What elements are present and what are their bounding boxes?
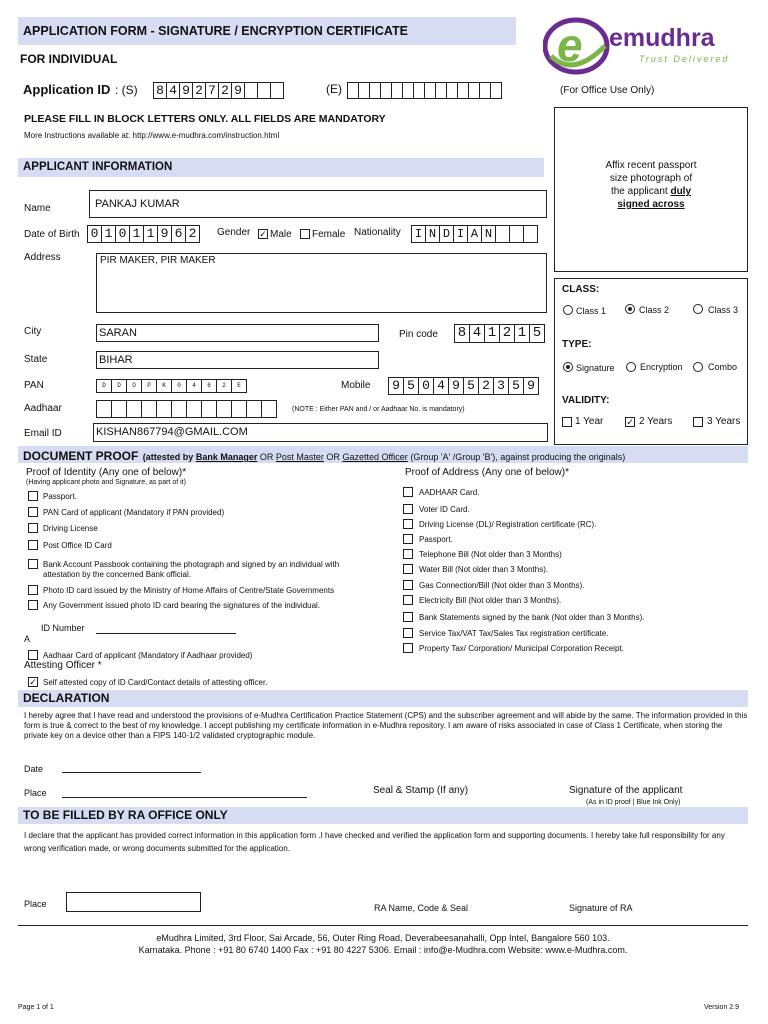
logo-name: emudhra bbox=[609, 24, 715, 52]
declaration-place-line[interactable] bbox=[62, 797, 307, 798]
cell[interactable]: 4 bbox=[433, 377, 449, 395]
type-heading: TYPE: bbox=[562, 339, 592, 350]
cell[interactable]: 9 bbox=[448, 377, 464, 395]
class3-radio[interactable] bbox=[693, 304, 703, 314]
cell[interactable] bbox=[156, 400, 172, 418]
cell[interactable]: 1 bbox=[484, 324, 500, 343]
encryption-radio[interactable] bbox=[626, 362, 636, 372]
signature-label: Signature bbox=[576, 363, 615, 373]
nationality-cells[interactable] bbox=[411, 225, 538, 243]
cell[interactable]: I bbox=[411, 225, 426, 243]
cell[interactable] bbox=[495, 225, 510, 243]
application-id-s-cells[interactable] bbox=[153, 82, 284, 99]
logo-tagline: Trust Delivered bbox=[639, 54, 730, 64]
poa-item-label: AADHAAR Card. bbox=[419, 488, 480, 497]
validity-heading: VALIDITY: bbox=[562, 395, 610, 406]
poi-item-label: Driving License bbox=[43, 524, 98, 533]
cell[interactable] bbox=[201, 400, 217, 418]
poa-checkbox[interactable] bbox=[403, 628, 413, 638]
cell[interactable]: 2 bbox=[218, 82, 232, 99]
cell[interactable] bbox=[246, 400, 262, 418]
dob-label: Date of Birth bbox=[24, 229, 80, 240]
ra-signature-label: Signature of RA bbox=[569, 903, 633, 913]
class2-radio[interactable] bbox=[625, 304, 635, 314]
declaration-text: I hereby agree that I have read and understood the provisions of e-Mudhra Certification Practice Statement (CPS) and the subscriber agreement and will abide by the same. The information provided in this form is true & correct to the best of my knowledge. I accept publishing my certificate information in e-Mudhra repository. I am aware of risks associated in case of Class 1 Certificate, when storing the private key on a device other than a FIPS 140-1/2 validated cryptographic module. bbox=[24, 711, 748, 740]
photo-instruction-1: Affix recent passport bbox=[605, 160, 697, 171]
poa-item-label: Water Bill (Not older than 3 Months). bbox=[419, 565, 549, 574]
female-checkbox[interactable] bbox=[300, 229, 310, 239]
poa-item-label: Electricity Bill (Not older than 3 Months). bbox=[419, 596, 562, 605]
poi-item-label: Bank Account Passbook containing the photograph and signed by an individual with bbox=[43, 560, 340, 569]
signature-radio[interactable] bbox=[563, 362, 573, 372]
poa-item-label: Driving License (DL)/ Registration certificate (RC). bbox=[419, 520, 597, 529]
id-number-label: ID Number bbox=[41, 623, 85, 633]
poa-item-label: Bank Statements signed by the bank (Not older than 3 Months). bbox=[419, 613, 645, 622]
male-checkbox[interactable]: ✓ bbox=[259, 229, 267, 239]
aadhaar-cells[interactable] bbox=[96, 400, 277, 418]
cell[interactable]: N bbox=[425, 225, 440, 243]
aadhaar-label: Aadhaar bbox=[24, 403, 62, 414]
state-field[interactable]: BIHAR bbox=[96, 351, 379, 369]
poi-item-label: Any Government issued photo ID card bearing the signatures of the individual. bbox=[43, 601, 321, 610]
ra-office-heading: TO BE FILLED BY RA OFFICE ONLY bbox=[18, 807, 748, 824]
cell[interactable]: 9 bbox=[388, 377, 404, 395]
cell[interactable]: 4 bbox=[166, 82, 180, 99]
poa-item-label: Property Tax/ Corporation/ Municipal Corporation Receipt. bbox=[419, 644, 624, 653]
cell[interactable] bbox=[244, 82, 258, 99]
cell[interactable]: 1 bbox=[143, 225, 158, 243]
class1-radio[interactable] bbox=[563, 305, 573, 315]
footer-divider bbox=[18, 925, 748, 926]
name-label: Name bbox=[24, 203, 51, 214]
city-label: City bbox=[24, 326, 42, 337]
poa-item-label: Gas Connection/Bill (Not older than 3 Months). bbox=[419, 581, 585, 590]
applicant-info-heading: APPLICANT INFORMATION bbox=[18, 158, 544, 177]
seal-stamp-label: Seal & Stamp (If any) bbox=[373, 785, 469, 796]
cell[interactable]: O bbox=[126, 379, 142, 393]
cell[interactable] bbox=[231, 400, 247, 418]
email-label: Email ID bbox=[24, 428, 62, 439]
document-proof-heading bbox=[18, 446, 748, 463]
validity-2years-checkbox[interactable]: ✓ bbox=[626, 417, 634, 427]
poa-checkbox[interactable] bbox=[403, 504, 413, 514]
aadhaar-card-label: Aadhaar Card of applicant (Mandatory if Aadhaar provided) bbox=[43, 651, 253, 660]
aadhaar-card-checkbox[interactable] bbox=[28, 650, 38, 660]
class1-label: Class 1 bbox=[576, 306, 607, 316]
version-label: Version 2.9 bbox=[704, 1004, 740, 1011]
cell[interactable]: D bbox=[439, 225, 454, 243]
poa-item-label: Voter ID Card. bbox=[419, 505, 470, 514]
cell[interactable] bbox=[270, 82, 284, 99]
ra-name-code-seal-label: RA Name, Code & Seal bbox=[374, 903, 469, 913]
photo-instruction-2: size photograph of bbox=[609, 173, 693, 184]
application-id-s-label: : (S) bbox=[115, 83, 138, 97]
cell[interactable]: 7 bbox=[205, 82, 219, 99]
name-field[interactable]: PANKAJ KUMAR bbox=[89, 190, 547, 218]
cell[interactable]: 2 bbox=[499, 324, 515, 343]
photo-instruction-4: signed across bbox=[617, 199, 685, 210]
poi-checkbox[interactable] bbox=[28, 523, 38, 533]
address-field[interactable]: PIR MAKER, PIR MAKER bbox=[96, 253, 547, 313]
male-label: Male bbox=[270, 229, 292, 240]
address-label: Address bbox=[24, 252, 61, 263]
cell[interactable]: 5 bbox=[463, 377, 479, 395]
cell[interactable]: 8 bbox=[153, 82, 167, 99]
poi-item-label: PAN Card of applicant (Mandatory if PAN provided) bbox=[43, 508, 225, 517]
id-a-label: A bbox=[24, 634, 31, 644]
poa-item-label: Service Tax/VAT Tax/Sales Tax registration certificate. bbox=[419, 629, 609, 638]
attested-post: (Group 'A' /Group 'B'), against producing the originals) bbox=[410, 452, 626, 462]
class3-label: Class 3 bbox=[708, 305, 739, 315]
cell[interactable] bbox=[111, 400, 127, 418]
attested-post-master: Post Master bbox=[275, 452, 324, 462]
declaration-place-label: Place bbox=[24, 788, 47, 798]
poi-item-label: Post Office ID Card bbox=[43, 541, 112, 550]
cell[interactable] bbox=[261, 400, 277, 418]
mobile-cells[interactable] bbox=[388, 377, 539, 395]
mobile-label: Mobile bbox=[341, 380, 371, 391]
cell[interactable] bbox=[257, 82, 271, 99]
cell[interactable]: 2 bbox=[192, 82, 206, 99]
cell[interactable] bbox=[141, 400, 157, 418]
emudhra-logo bbox=[543, 16, 758, 76]
aadhaar-note: (NOTE : Either PAN and / or Aadhaar No. is mandatory) bbox=[292, 406, 465, 413]
cell[interactable]: 2 bbox=[185, 225, 200, 243]
poa-checkbox[interactable] bbox=[403, 612, 413, 622]
poi-checkbox[interactable] bbox=[28, 540, 38, 550]
poa-item-label: Passport. bbox=[419, 535, 453, 544]
cell[interactable]: E bbox=[231, 379, 247, 393]
email-field[interactable]: KISHAN867794@GMAIL.COM bbox=[93, 423, 548, 442]
poi-checkbox[interactable] bbox=[28, 600, 38, 610]
cell[interactable]: 9 bbox=[179, 82, 193, 99]
poa-checkbox[interactable] bbox=[403, 534, 413, 544]
poa-heading: Proof of Address (Any one of below)* bbox=[405, 467, 569, 478]
self-attested-label: Self attested copy of ID Card/Contact details of attesting officer. bbox=[43, 678, 268, 687]
form-title: APPLICATION FORM - SIGNATURE / ENCRYPTION CERTIFICATE bbox=[18, 17, 516, 45]
cell[interactable]: 0 bbox=[115, 225, 130, 243]
cell[interactable] bbox=[126, 400, 142, 418]
photo-instruction-duly: duly bbox=[670, 186, 692, 197]
poa-checkbox[interactable] bbox=[403, 564, 413, 574]
gender-label: Gender bbox=[217, 227, 251, 238]
cell[interactable]: 5 bbox=[529, 324, 545, 343]
nationality-label: Nationality bbox=[354, 227, 401, 238]
form-subtitle: FOR INDIVIDUAL bbox=[20, 52, 118, 66]
office-use-note: (For Office Use Only) bbox=[560, 85, 655, 96]
validity-3years-label: 3 Years bbox=[707, 416, 741, 427]
cell[interactable]: 0 bbox=[171, 379, 187, 393]
cell[interactable]: 6 bbox=[201, 379, 217, 393]
cell[interactable]: 5 bbox=[403, 377, 419, 395]
cell[interactable] bbox=[216, 400, 232, 418]
combo-radio[interactable] bbox=[693, 362, 703, 372]
validity-1year-label: 1 Year bbox=[575, 416, 604, 427]
footer-address-1: eMudhra Limited, 3rd Floor, Sai Arcade, 56, Outer Ring Road, Deverabeesanahalli, Opp Intel, Bangalore 560 103. bbox=[156, 933, 610, 943]
cell[interactable]: 6 bbox=[171, 225, 186, 243]
attested-or-1: OR bbox=[259, 452, 274, 462]
city-field[interactable]: SARAN bbox=[96, 324, 379, 342]
cell[interactable]: A bbox=[467, 225, 482, 243]
dob-cells[interactable] bbox=[87, 225, 200, 243]
poi-checkbox[interactable] bbox=[28, 559, 38, 569]
ra-place-label: Place bbox=[24, 899, 47, 909]
id-number-line[interactable] bbox=[96, 633, 236, 634]
attested-gazetted: Gazetted Officer bbox=[342, 452, 408, 462]
cell[interactable]: 0 bbox=[87, 225, 102, 243]
class-heading: CLASS: bbox=[562, 284, 600, 295]
female-label: Female bbox=[312, 229, 346, 240]
document-proof-title: DOCUMENT PROOF bbox=[23, 449, 139, 463]
cell[interactable]: D bbox=[96, 379, 112, 393]
cell[interactable]: 9 bbox=[523, 377, 539, 395]
page-number: Page 1 of 1 bbox=[18, 1004, 54, 1011]
cell[interactable]: 1 bbox=[514, 324, 530, 343]
cell[interactable]: 8 bbox=[454, 324, 470, 343]
validity-3years-checkbox[interactable] bbox=[693, 417, 703, 427]
application-id-label: Application ID bbox=[23, 82, 111, 97]
attested-or-2: OR bbox=[326, 452, 340, 462]
poi-subheading: (Having applicant photo and Signature, as part of it) bbox=[26, 479, 186, 486]
instructions-link[interactable]: More Instructions available at: http://www.e-mudhra.com/instruction.html bbox=[24, 131, 280, 140]
document-proof-attested bbox=[143, 452, 626, 462]
cell[interactable]: I bbox=[453, 225, 468, 243]
application-id-e-cells[interactable] bbox=[347, 82, 502, 99]
pan-cells[interactable] bbox=[96, 379, 247, 393]
ra-place-field[interactable] bbox=[66, 892, 201, 912]
logo-letter: e bbox=[557, 19, 583, 71]
declaration-heading: DECLARATION bbox=[18, 690, 748, 707]
pan-label: PAN bbox=[24, 380, 44, 391]
attesting-officer-label: Attesting Officer * bbox=[24, 660, 102, 671]
cell[interactable]: 4 bbox=[469, 324, 485, 343]
cell[interactable] bbox=[171, 400, 187, 418]
cell[interactable]: 2 bbox=[216, 379, 232, 393]
applicant-signature-note: (As in ID proof | Blue Ink Only) bbox=[586, 799, 681, 806]
ra-declaration-text: I declare that the applicant has provided correct information in this application form .I have checked and verified the application form and supporting documents. I hereby take full responsibility for any wrong verification made, or wrong documents submitted for the application. bbox=[24, 831, 725, 853]
cell[interactable]: K bbox=[156, 379, 172, 393]
poa-checkbox[interactable] bbox=[403, 519, 413, 529]
poi-item-label: Passport. bbox=[43, 492, 77, 501]
poi-item-label: Photo ID card issued by the Ministry of Home Affairs of Centre/State Governments bbox=[43, 586, 335, 595]
validity-1year-checkbox[interactable] bbox=[562, 417, 572, 427]
poi-checkbox[interactable] bbox=[28, 491, 38, 501]
cell[interactable]: 5 bbox=[508, 377, 524, 395]
cell[interactable] bbox=[509, 225, 524, 243]
pin-cells[interactable] bbox=[454, 324, 545, 343]
state-label: State bbox=[24, 354, 48, 365]
poa-checkbox[interactable] bbox=[403, 580, 413, 590]
class2-label: Class 2 bbox=[639, 305, 670, 315]
cell[interactable]: 9 bbox=[157, 225, 172, 243]
photo-instruction-3a: the applicant bbox=[610, 186, 668, 197]
cell[interactable]: 2 bbox=[478, 377, 494, 395]
poa-checkbox[interactable] bbox=[403, 643, 413, 653]
cell[interactable]: 9 bbox=[231, 82, 245, 99]
poa-checkbox[interactable] bbox=[403, 595, 413, 605]
photo-instruction-3 bbox=[554, 186, 748, 197]
cell[interactable] bbox=[96, 400, 112, 418]
cell[interactable]: 1 bbox=[101, 225, 116, 243]
poi-checkbox[interactable] bbox=[28, 585, 38, 595]
cell[interactable]: N bbox=[481, 225, 496, 243]
cell[interactable] bbox=[186, 400, 202, 418]
encryption-label: Encryption bbox=[640, 362, 683, 372]
poa-checkbox[interactable] bbox=[403, 549, 413, 559]
date-label: Date bbox=[24, 764, 44, 774]
applicant-signature-label: Signature of the applicant bbox=[569, 785, 683, 796]
cell[interactable]: 0 bbox=[418, 377, 434, 395]
attested-bank-manager: Bank Manager bbox=[195, 452, 258, 462]
attested-pre: (attested by bbox=[142, 452, 194, 462]
cell[interactable] bbox=[523, 225, 538, 243]
cell[interactable]: P bbox=[141, 379, 157, 393]
application-id-e-label: (E) bbox=[326, 82, 342, 96]
pin-label: Pin code bbox=[399, 329, 438, 340]
combo-label: Combo bbox=[708, 362, 738, 372]
cell[interactable]: 4 bbox=[186, 379, 202, 393]
date-line[interactable] bbox=[62, 772, 201, 773]
cell[interactable]: D bbox=[111, 379, 127, 393]
footer-address-2: Karnataka. Phone : +91 80 6740 1400 Fax : +91 80 4227 5306. Email : info@e-Mudhra.com Website: www.e-Mudhra.com. bbox=[138, 945, 628, 955]
poi-heading: Proof of Identity (Any one of below)* bbox=[26, 467, 187, 478]
self-attested-checkbox[interactable]: ✓ bbox=[29, 677, 37, 687]
block-letters-notice: PLEASE FILL IN BLOCK LETTERS ONLY. ALL FIELDS ARE MANDATORY bbox=[24, 113, 386, 125]
cell[interactable]: 3 bbox=[493, 377, 509, 395]
poa-item-label: Telephone Bill (Not older than 3 Months) bbox=[419, 550, 562, 559]
poi-checkbox[interactable] bbox=[28, 507, 38, 517]
cell[interactable]: 1 bbox=[129, 225, 144, 243]
cell[interactable] bbox=[490, 82, 502, 99]
poa-checkbox[interactable] bbox=[403, 487, 413, 497]
poi-item-5-continued: attestation by the concerned Bank official. bbox=[43, 570, 191, 579]
validity-2years-label: 2 Years bbox=[639, 416, 673, 427]
